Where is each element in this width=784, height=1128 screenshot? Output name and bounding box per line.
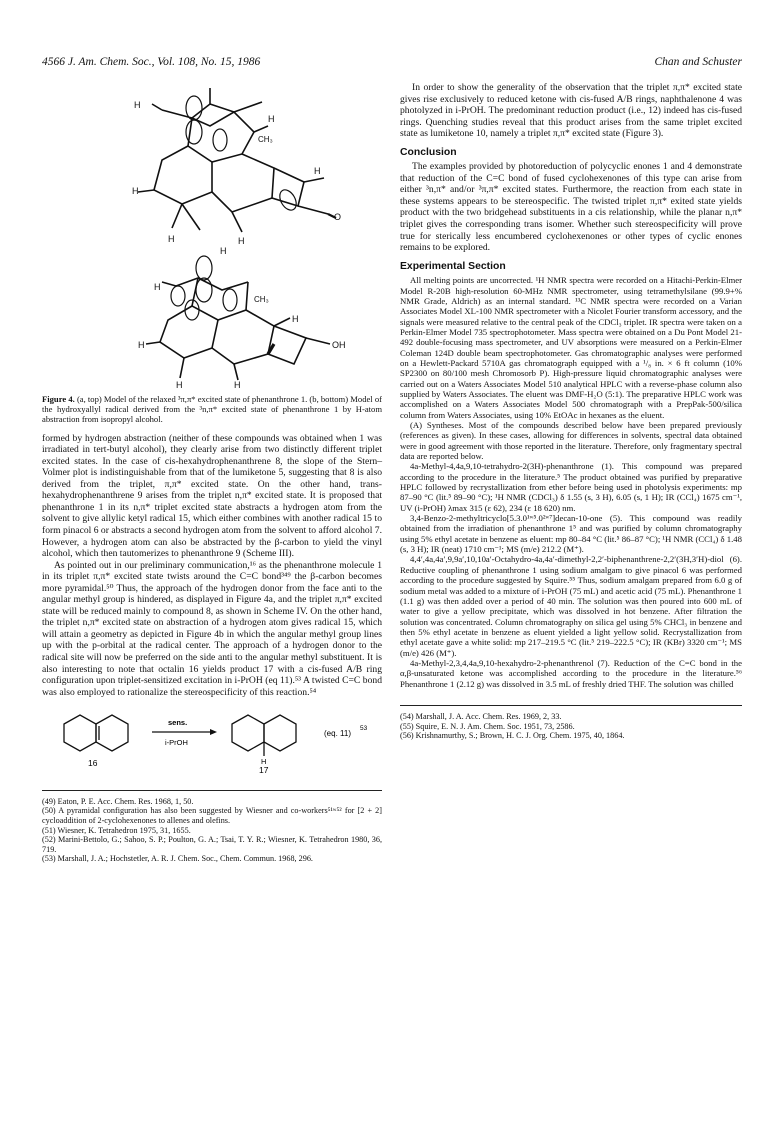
journal-citation: 4566 J. Am. Chem. Soc., Vol. 108, No. 15, 1986 (42, 56, 261, 68)
label-h: H (292, 314, 299, 324)
section-heading-experimental: Experimental Section (400, 260, 506, 272)
octalin-16-structure (64, 715, 128, 751)
running-header (42, 56, 742, 72)
section-heading-conclusion: Conclusion (400, 146, 457, 158)
footnote: (52) Marini-Bettolo, G.; Sahoo, S. P.; Poulton, G. A.; Tsai, T. Y. R.; Wiesner, K. Tetrahedron 1980, 36, 719. (42, 835, 382, 854)
model-b-labels (138, 246, 346, 390)
arrow-top-label: sens. (168, 718, 188, 728)
body-paragraph: In order to show the generality of the observation that the triplet π,π* excited state gives rise exclusively to reduced ketone with cis-fused A/B rings, naphthalenone 4 was photolyzed in i-PrOH. The predominant reduction product (i.e., 12) indeed has cis-fused rings. Quenching studies reveal that this product arises from the same triplet excited state as lumiketone 10, namely a triplet π,π* excited state (Figure 3). (400, 82, 742, 140)
figure-4-models (42, 82, 382, 390)
body-paragraph: As pointed out in our preliminary communication,¹⁶ as the phenanthrone molecule 1 in its triplet π,π* excited state twists around the C=C bond³⁴⁹ the β-carbon becomes more pyramidal.⁵⁰ Thus, the approach of the hydrogen donor from the face anti to the angular methyl group is hindered, as displayed in Figure 4a, and the triplet π,π* excited state will be reduced mainly to compound 8, as shown in Scheme IV. On the other hand, the triplet n,π* excited state on abstraction of a hydrogen atom gives radical 15, which will attain a geometry as depicted in Figure 4b in which the angular methyl group lines up with the p-orbital at the radical center. The approach of a hydrogen donor to the radical site will now be preferred on the side anti to the angular methyl substituent. It is also interesting to note that octalin 16 yields product 17 with a cis-fused A/B ring configuration upon triplet-sensitized excitation in i-PrOH (eq 11).⁵³ A twisted C=C bond was also employed to rationalize the stereospecificity of this reaction.⁵⁴ (42, 559, 382, 698)
product-17-structure (232, 715, 296, 756)
body-paragraph: formed by hydrogen abstraction (neither of these compounds was obtained when 1 was irradiated in tert-butyl alcohol), they clearly arise from two distinctly different triplet excited states. In the case of cis-hexahydrophenanthrene 8, the slope of the Stern–Volmer plot is indistinguishable from that of the lumiketone 5, suggesting that 8 is also derived from the triplet, π,π* excited state. On the other hand, trans-hexahydrophenanthrene 9 arises from the triplet n,π* excited state. It is proposed that phenanthrone 1 in its n,π* triplet excited state abstracts a hydrogen atom from the solvent to give allylic ketyl radical 15, which either combines with another radical 15 to form pinacol 6 or abstracts a second hydrogen atom from the solvent to afford alcohol 7. However, a hydrogen atom can also be abstracted by the β-carbon to yield the vinyl alcohol, which then tautomerizes to phenanthrone 9 (Scheme III). (42, 432, 382, 560)
equation-11-scheme (42, 704, 382, 774)
model-a-labels (132, 100, 341, 246)
model-hydroxyallyl-radical (146, 256, 330, 380)
label-h: H (261, 757, 267, 767)
reaction-arrow (152, 729, 217, 735)
footnote: (50) A pyramidal configuration has also been suggested by Wiesner and co-workers⁵¹ʷ⁵² for [2 + 2] cycloaddition of 2-cyclohexenones to allenes and olefins. (42, 806, 382, 825)
author-names: Chan and Schuster (654, 56, 742, 68)
experimental-paragraph: 4,4′,4a,4a′,9,9a′,10,10a′-Octahydro-4a,4a′-dimethyl-2,2′-biphenanthrene-2,2′(3H,3′H)-diol (6). Reductive coupling of phenanthrone 1 using sodium amalgam to give pinacol 6 was performed according to the procedure suggested by Squire.⁵⁵ Thus, sodium amalgam prepared from 6.0 g of sodium metal was added to a mixture of i-PrOH (75 mL) and acetic acid (75 mL). Phenanthrone 1 (1.1 g) was then added over a period of 40 min. The solution was then poured into 600 mL of water to give a yellow precipitate, which was dissolved in hot benzene. After filtration the solution was concentrated. Column chromatography on silica gel using 5% CHCl₃ in benzene and then 5% ethyl acetate in benzene as eluent yielded a light yellow solid. Recrystallization from ethyl acetate gave a white solid: mp 217–219.5 °C (lit.⁵ 219–222.5 °C); IR (KBr) 3320 cm⁻¹; MS (m/e) 426 (M⁺). (400, 554, 742, 658)
label-h: H (138, 340, 145, 350)
figure-4 (42, 82, 382, 425)
conclusion-paragraph: The examples provided by photoreduction of polycyclic enones 1 and 4 demonstrate that reduction of the C=C bond of fused cyclohexenones of this type can arise from either ³n,π* and/or ³π,π* excited states. Furthermore, the reaction from each state in these systems appears to be stereospecific. The twisted triplet π,π* exited state yields product with the two bridgehead substituents in a cis relationship, while the planar n,π* triplet gives the corresponding trans isomer. Whether such stereospecificity will prove true for sterically less encumbered cyclohexenones or other types of cyclic enones remains to be explored. (400, 161, 742, 254)
label-h: H (168, 234, 175, 244)
footnote: (54) Marshall, J. A. Acc. Chem. Res. 1969, 2, 33. (400, 711, 562, 721)
figure-label: Figure 4. (42, 394, 75, 404)
label-h: H (134, 100, 141, 110)
label-h: H (314, 166, 321, 176)
label-h: H (234, 380, 241, 390)
footnote: (55) Squire, E. N. J. Am. Chem. Soc. 1951, 73, 2586. (400, 721, 575, 731)
label-h: H (238, 236, 245, 246)
label-h: H (154, 282, 161, 292)
label-16: 16 (88, 758, 98, 769)
label-17: 17 (259, 765, 269, 775)
label-h: H (268, 114, 275, 124)
equation-number: (eq. 11) (324, 729, 351, 739)
label-ch3: CH₃ (254, 295, 269, 304)
equation-11 (42, 704, 382, 778)
experimental-text (400, 275, 742, 689)
label-oh: OH (332, 340, 346, 350)
experimental-paragraph: (A) Syntheses. Most of the compounds described below have been prepared previously (references as given). In these cases, allowing for differences in solvents, spectral data obtained were in good agreement with those reported in the literature. Therefore, only fragmentary spectral data are reported below. (400, 420, 742, 462)
label-o: O (334, 212, 342, 222)
label-h: H (176, 380, 183, 390)
experimental-paragraph: 3,4-Benzo-2-methyltricyclo[5.3.0¹ʷ⁵.0²ʷ⁷]decan-10-one (5). This compound was readily obtained from the irradiation of phenanthrone 1⁵ and was purified by column chromatography using 5% ethyl acetate in benzene as eluent: mp 80–84 °C (lit.⁵ 86–87 °C); ¹H NMR (CCl₄) δ 1.48 (s, 3 H); IR (neat) 1710 cm⁻¹; MS (m/e) 212.2 (M⁺). (400, 513, 742, 555)
figure-caption (42, 394, 382, 425)
right-column (400, 82, 742, 741)
footnotes-left (42, 790, 382, 864)
label-ch3: CH₃ (258, 135, 273, 144)
arrow-bottom-label: i-PrOH (165, 738, 188, 748)
footnote: (56) Krishnamurthy, S.; Brown, H. C. J. Org. Chem. 1975, 40, 1864. (400, 731, 625, 741)
footnote: (49) Eaton, P. E. Acc. Chem. Res. 1968, 1, 50. (42, 796, 194, 806)
footnotes-right (400, 705, 742, 741)
experimental-paragraph: 4a-Methyl-4,4a,9,10-tetrahydro-2(3H)-phenanthrone (1). This compound was prepared according to the procedure in the literature.⁵ The product obtained was purified by preparative HPLC followed by recrystallization from ether before being used in photolysis experiments: mp 87–90 °C (lit.⁵ 89–90 °C); ¹H NMR (CDCl₃) δ 1.55 (s, 3 H), 6.05 (s, 1 H); IR (CCl₄) 1675 cm⁻¹, UV (i-PrOH) λmax 315 (ε 62), 234 (ε 18 620) nm. (400, 461, 742, 513)
model-pi-pi-triplet (138, 88, 336, 232)
left-column (42, 82, 382, 864)
label-h: H (220, 246, 227, 256)
experimental-paragraph: 4a-Methyl-2,3,4,4a,9,10-hexahydro-2-phenanthrenol (7). Reduction of the C=C bond in the α,β-unsaturated ketone was accomplished according to the procedure in the literature.⁵⁶ Phenanthrone 1 (2.12 g) was dissolved in 3.5 mL of freshly dried THF. The solution was chilled (400, 657, 742, 689)
footnote: (51) Wiesner, K. Tetrahedron 1975, 31, 1655. (42, 825, 191, 835)
figure-caption-text: (a, top) Model of the relaxed ³π,π* excited state of phenanthrone 1. (b, bottom) Model of the hydroxyallyl radical derived from the ³n,π* excited state of phenanthrone 1 by H-atom abstraction from isopropyl alcohol. (42, 394, 382, 425)
equation-reference: 53 (360, 725, 368, 733)
label-h: H (132, 186, 139, 196)
footnote: (53) Marshall, J. A.; Hochstetler, A. R. J. Chem. Soc., Chem. Commun. 1968, 296. (42, 854, 313, 864)
experimental-paragraph: All melting points are uncorrected. ¹H NMR spectra were recorded on a Hitachi-Perkin-Elmer Model R-20B high-resolution 60-MHz NMR spectrometer, using tetramethylsilane (99.9+% NMR Grade, Aldrich) as an internal standard. ¹³C NMR spectra were recorded on a Varian Associates Model XL-100 NMR spectrometer with a Nicolet Fourier transform accessory, and the signals were measured relative to the central peak of the CDCl₃ triplet. IR spectra were taken on a Perkin-Elmer Model 735 spectrophotometer. Mass spectra were obtained on a Du Pont Model 21-492 double-focusing mass spectrometer, and UV absorptions were measured on a Perkin-Elmer Coleman 124D double beam spectrophotometer. Gas chromatographic analyses were performed on a Hewlett-Packard 5710A gas chromatograph equipped with a ¹/₈ in. × 6 ft column (10% SP2300 on 80/100 mesh Chromosorb P). High-pressure liquid chromatographic analyses were carried out on a Waters Associates Model 510 analytical HPLC with a reverse-phase column also supplied by Waters Associates. The eluent was DMF-H₂O (5:1). The preparative HPLC work was accomplished on a Waters Associates Model 500 chromatograph with a PrepPak-500/silica column from Waters Associates, using 10% EtOAc in hexanes as the eluent. (400, 275, 742, 420)
